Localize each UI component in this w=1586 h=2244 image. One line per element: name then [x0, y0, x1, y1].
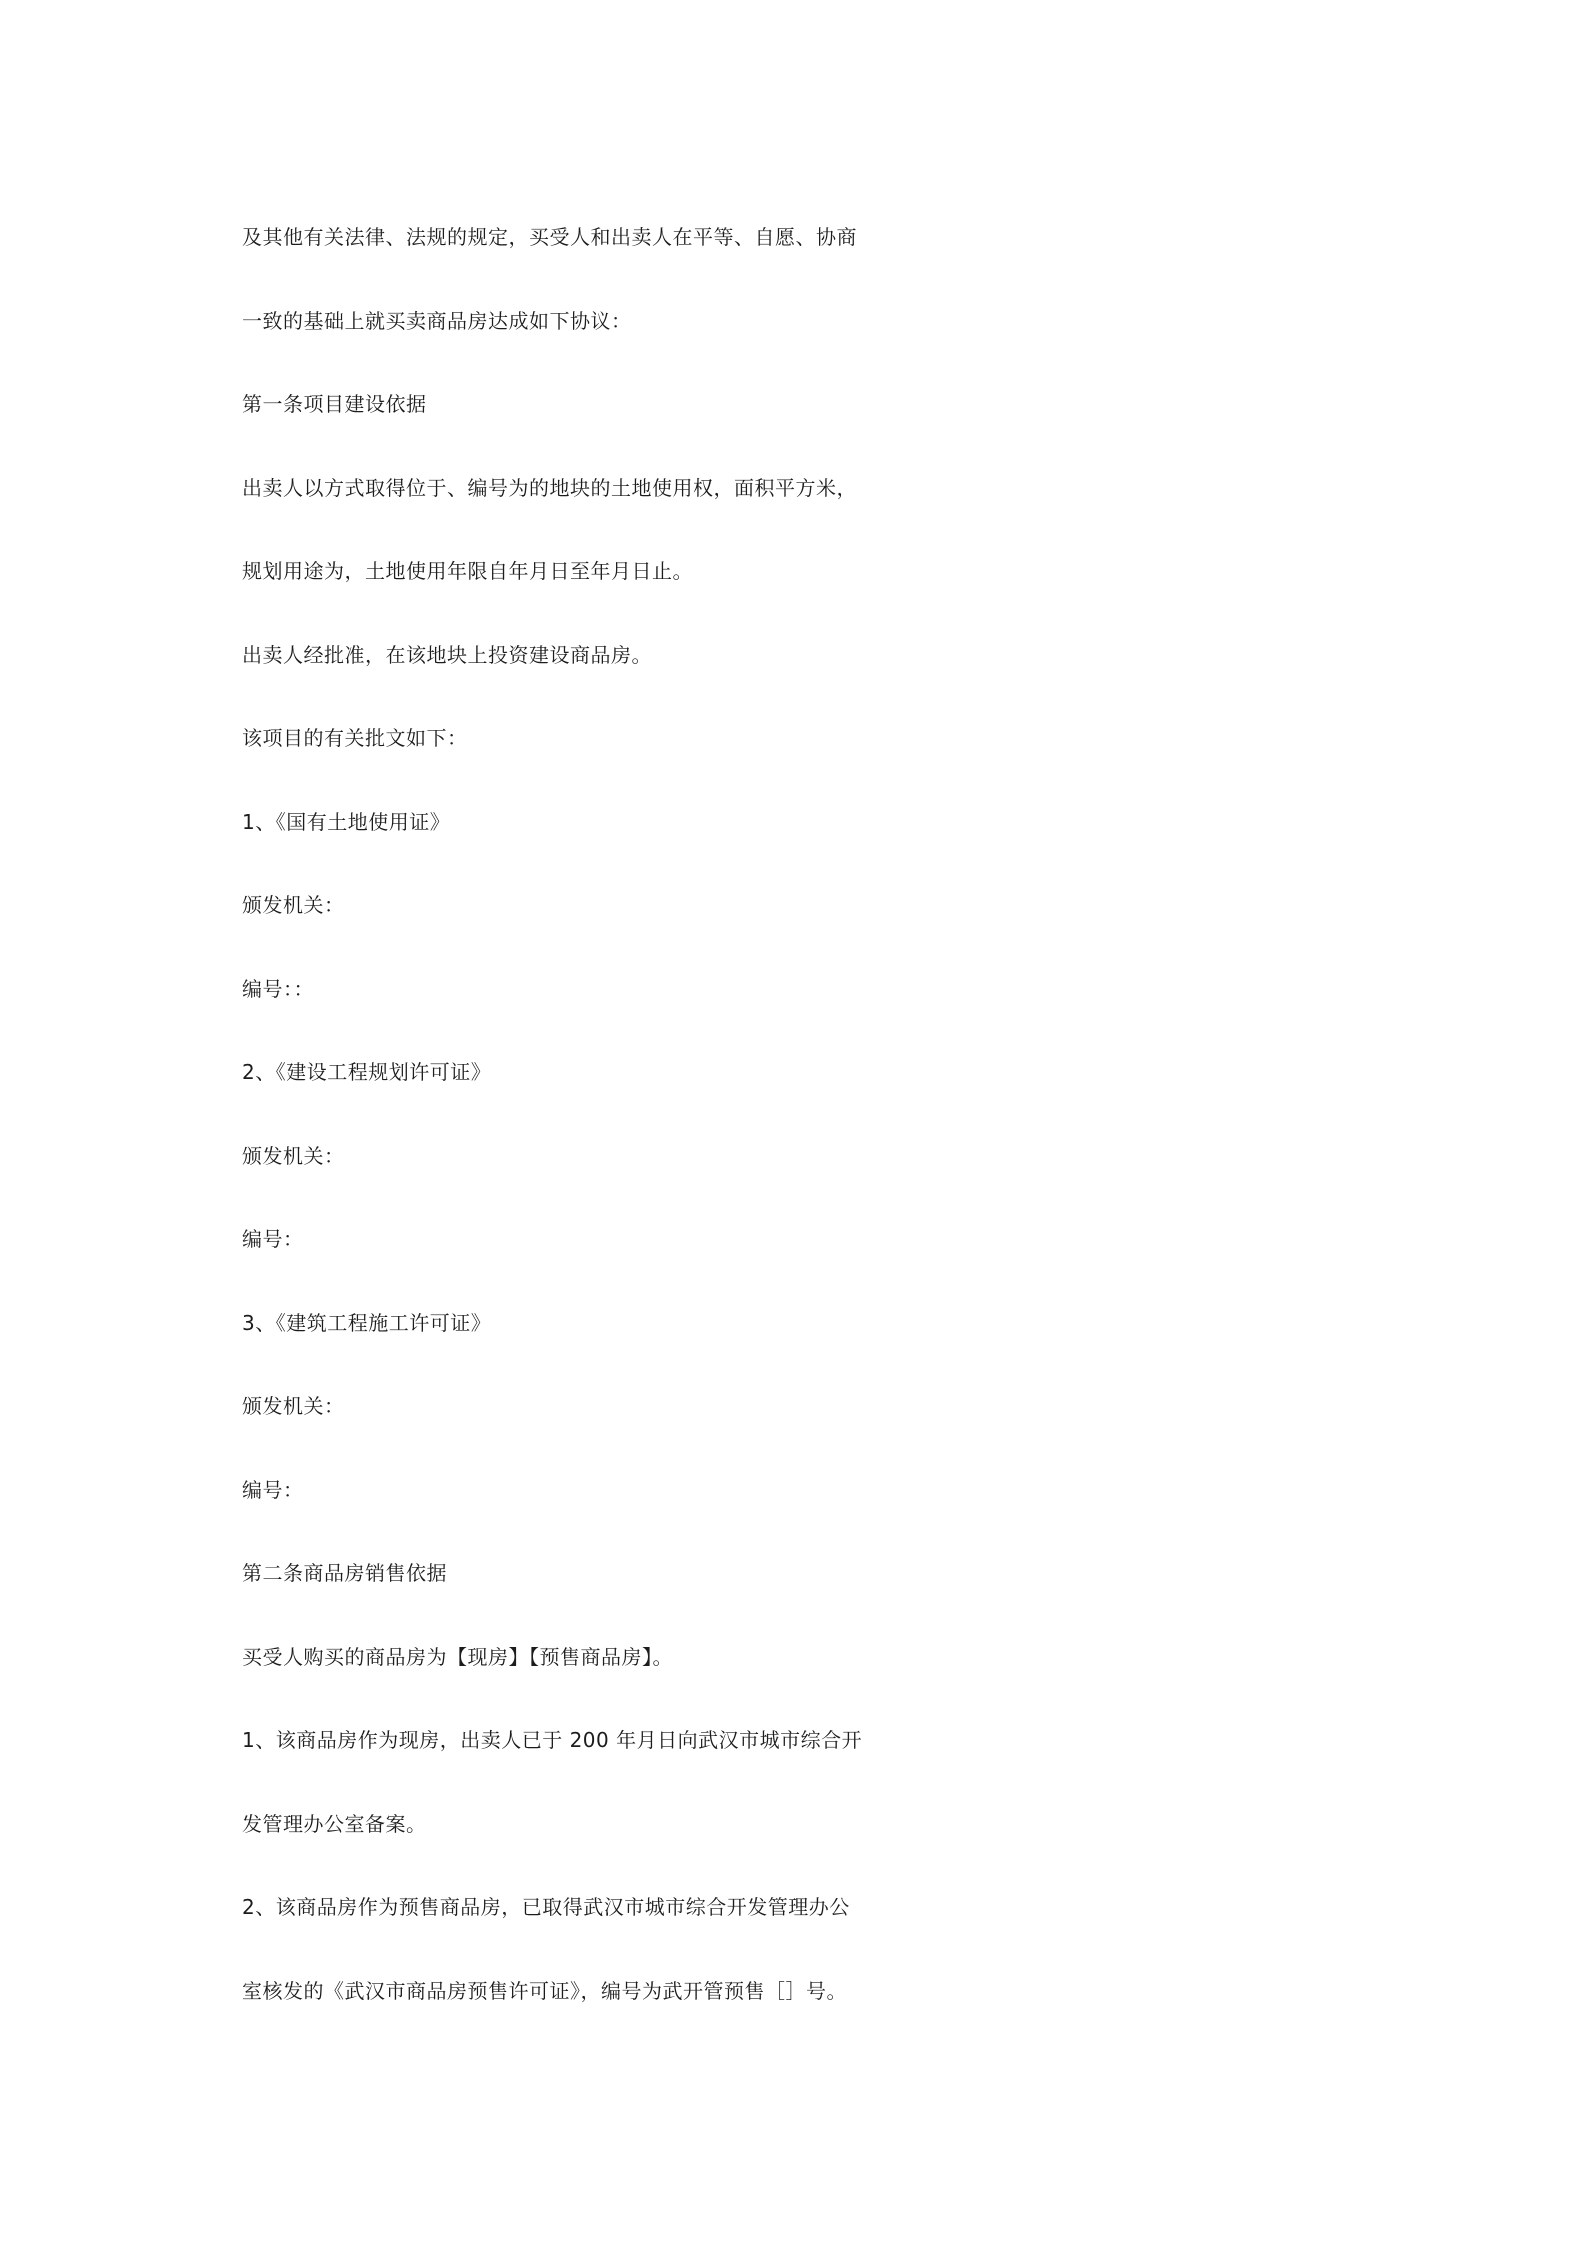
text-line: 出卖人以方式取得位于、编号为的地块的土地使用权，面积平方米，	[242, 475, 857, 500]
field-label: 编号：	[242, 1477, 304, 1502]
text-line: 该项目的有关批文如下：	[242, 726, 468, 750]
article-heading: 第一条项目建设依据	[242, 392, 427, 416]
list-item: 2、该商品房作为预售商品房，已取得武汉市城市综合开发管理办公	[242, 1895, 850, 1919]
list-item: 1、《国有土地使用证》	[242, 809, 451, 834]
field-label: 颁发机关：	[242, 1394, 345, 1418]
field-label: 编号：	[242, 1227, 304, 1251]
list-item: 1、该商品房作为现房，出卖人已于 200 年月日向武汉市城市综合开	[242, 1728, 863, 1752]
article-heading: 第二条商品房销售依据	[242, 1561, 447, 1585]
list-item: 3、《建筑工程施工许可证》	[242, 1310, 492, 1335]
text-line: 出卖人经批准，在该地块上投资建设商品房。	[242, 642, 652, 667]
document-body	[242, 196, 1362, 2033]
text-line: 买受人购买的商品房为【现房】【预售商品房】。	[242, 1644, 673, 1669]
list-item: 2、《建设工程规划许可证》	[242, 1060, 492, 1084]
text-line: 室核发的《武汉市商品房预售许可证》，编号为武开管预售［］号。	[242, 1978, 847, 2003]
field-label: 颁发机关：	[242, 1143, 345, 1168]
text-line: 及其他有关法律、法规的规定，买受人和出卖人在平等、自愿、协商	[242, 225, 857, 249]
text-line: 发管理办公室备案。	[242, 1811, 427, 1836]
text-line: 一致的基础上就买卖商品房达成如下协议：	[242, 308, 632, 333]
field-label: 颁发机关：	[242, 893, 345, 917]
field-label: 编号：：	[242, 976, 314, 1001]
text-line: 规划用途为，土地使用年限自年月日至年月日止。	[242, 559, 693, 583]
